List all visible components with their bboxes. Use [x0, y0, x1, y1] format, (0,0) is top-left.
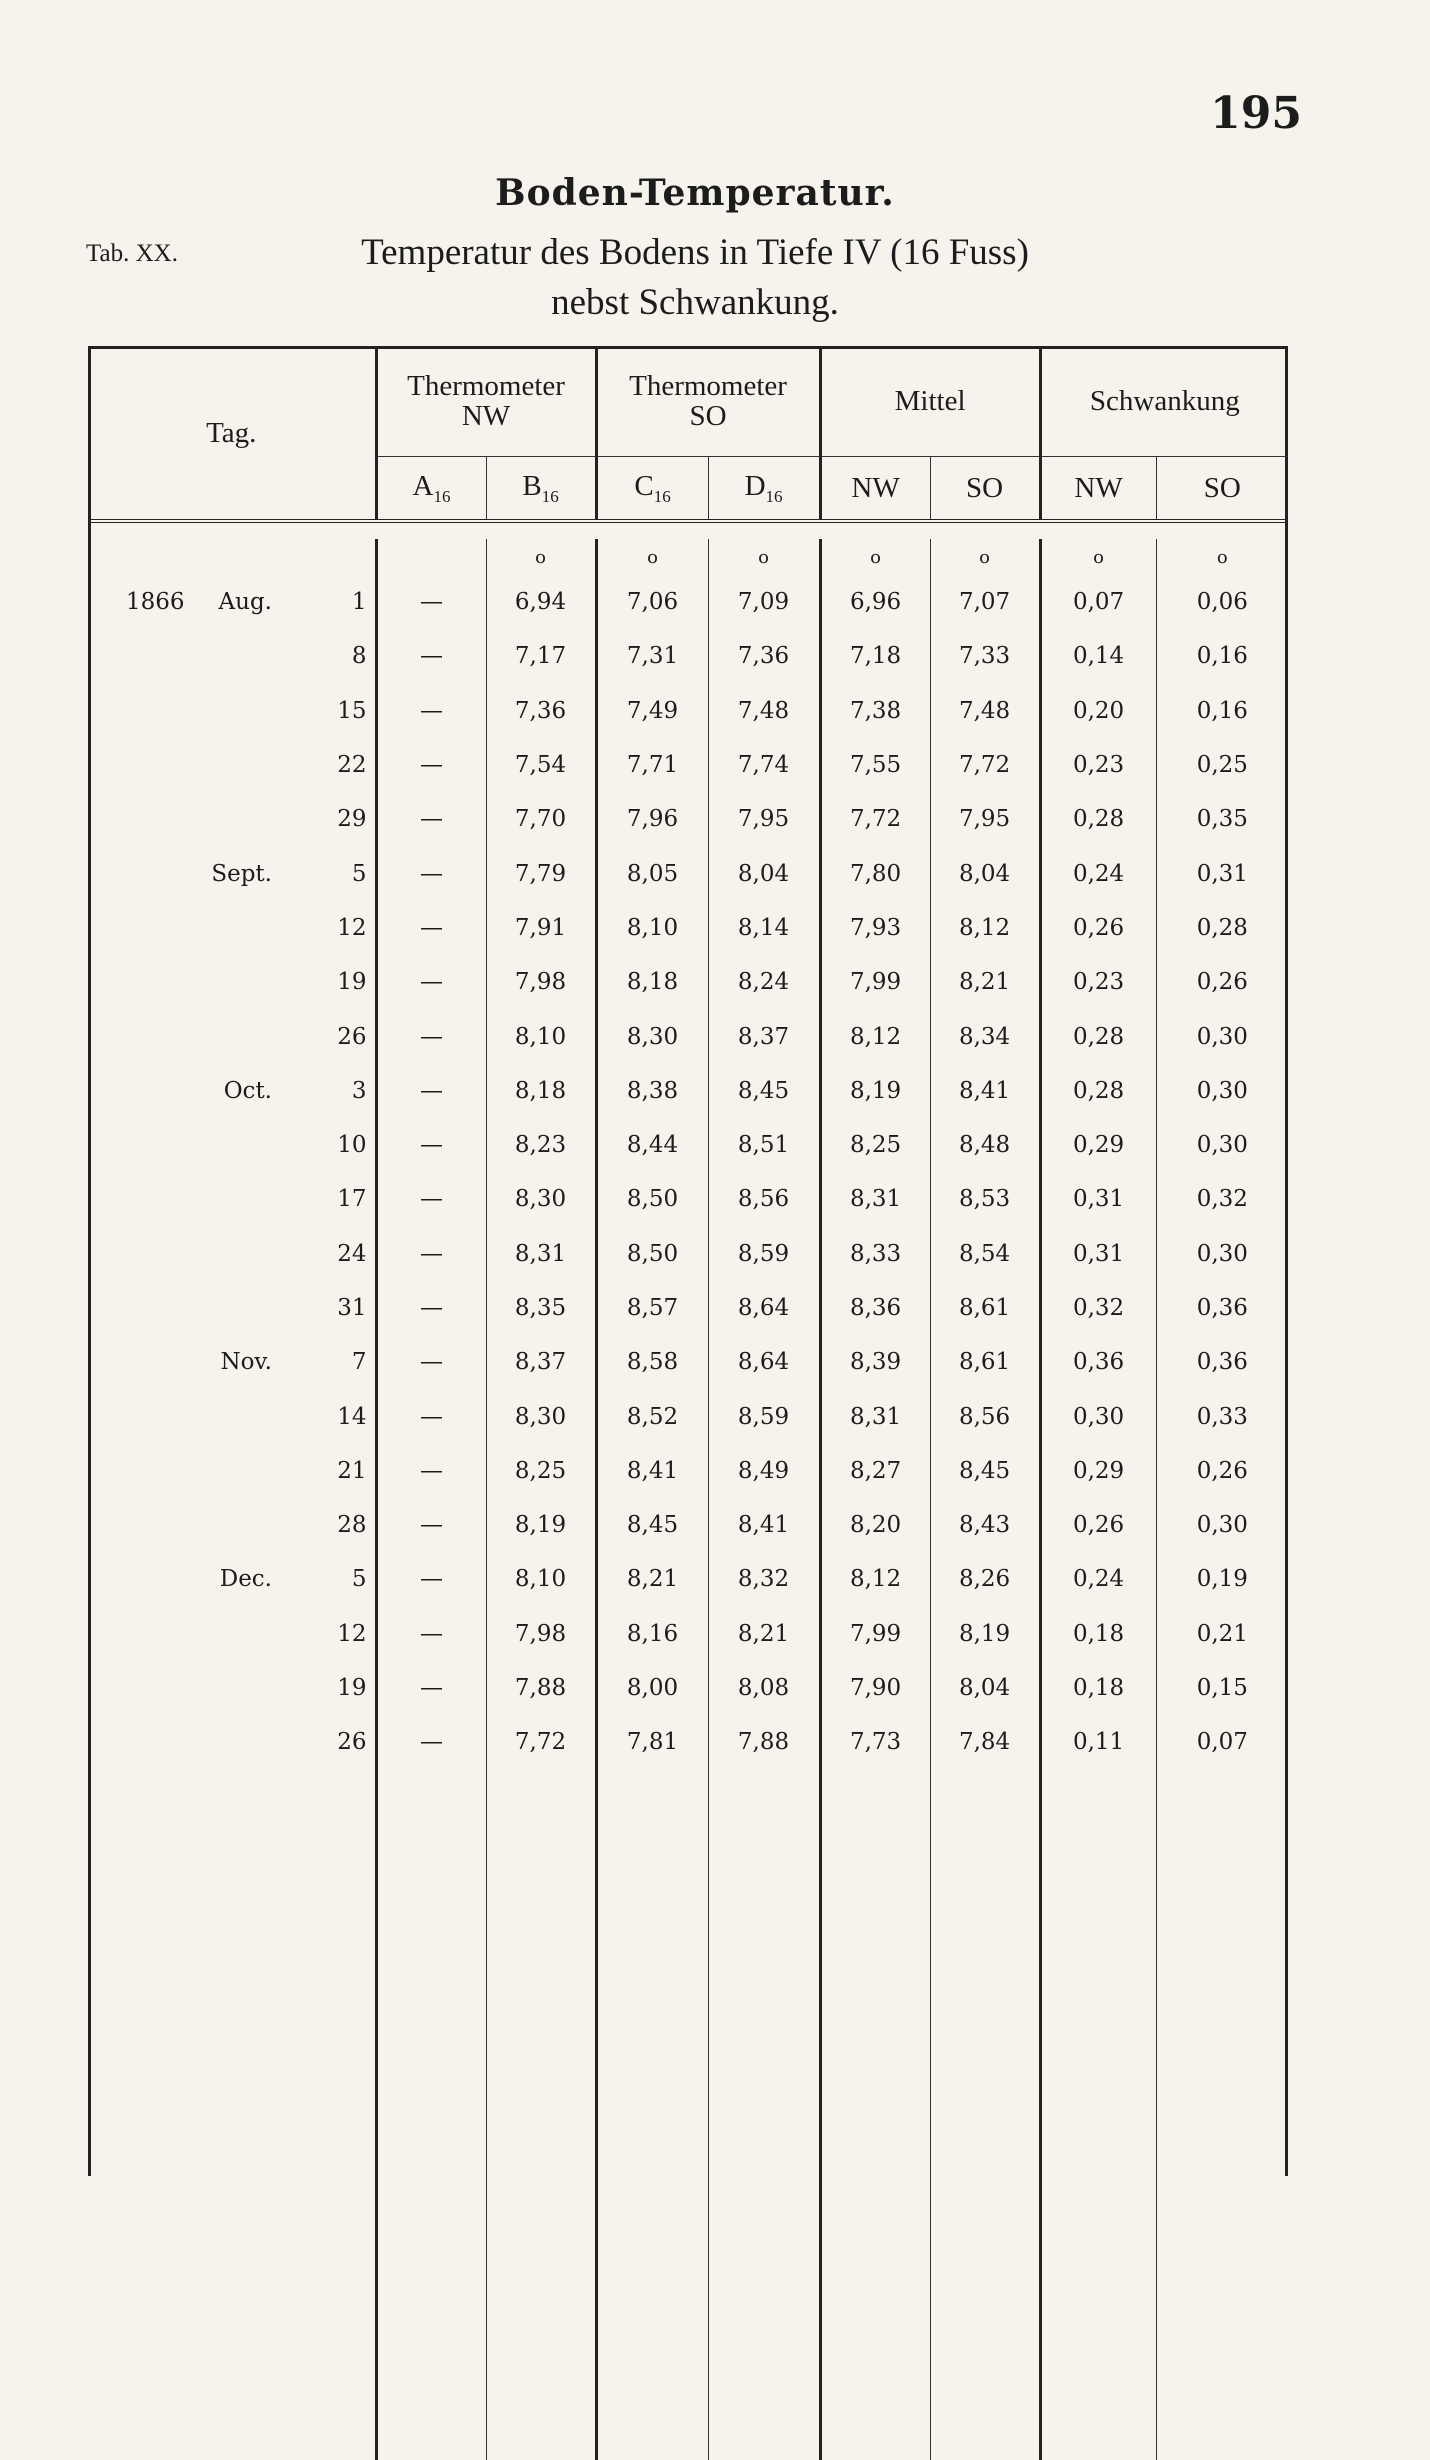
mittel-nw-cell: 7,80: [820, 846, 930, 900]
month-cell: Nov.: [220, 1349, 272, 1376]
schwankung-so-cell: 0,25: [1156, 738, 1288, 792]
day-cell: 5: [351, 860, 367, 887]
schwankung-so-cell: 0,06: [1156, 575, 1288, 629]
c16-cell: 8,41: [596, 1444, 708, 1498]
mittel-nw-cell: 8,20: [820, 1498, 930, 1552]
table-row: [88, 1661, 1288, 1715]
month-cell: [183, 1009, 278, 1063]
c16-cell: 8,50: [596, 1172, 708, 1226]
b16-cell: 8,23: [486, 1118, 596, 1172]
header-mittel: Mittel: [820, 346, 1040, 457]
mittel-so-cell: 8,61: [930, 1281, 1040, 1335]
header-thermometer-so-line1: Thermometer: [629, 370, 787, 402]
header-thermometer-nw-line2: NW: [461, 400, 511, 432]
schwankung-nw-cell: 0,26: [1040, 901, 1156, 955]
schwankung-nw-cell: 0,20: [1040, 684, 1156, 738]
header-thermometer-so: [596, 346, 820, 457]
d16-cell: 8,59: [708, 1227, 820, 1281]
table-row: [88, 1064, 1288, 1118]
b16-cell: 8,37: [486, 1335, 596, 1389]
mittel-nw-cell: 8,36: [820, 1281, 930, 1335]
day-cell: 24: [337, 1240, 367, 1267]
month-cell: [183, 1715, 278, 1769]
d16-cell: 8,51: [708, 1118, 820, 1172]
day-cell: 22: [337, 752, 367, 779]
mittel-so-cell: 8,53: [930, 1172, 1040, 1226]
schwankung-nw-cell: 0,29: [1040, 1444, 1156, 1498]
month-cell: [183, 738, 278, 792]
day-cell: 26: [337, 1023, 367, 1050]
table-row: [88, 1227, 1288, 1281]
month-cell: [183, 955, 278, 1009]
mittel-nw-cell: 8,39: [820, 1335, 930, 1389]
mittel-nw-cell: 8,31: [820, 1172, 930, 1226]
year-cell: [88, 901, 183, 955]
day-cell: 19: [337, 969, 367, 996]
day-cell: 10: [337, 1132, 367, 1159]
table-row: [88, 1281, 1288, 1335]
mittel-nw-cell: 8,25: [820, 1118, 930, 1172]
temperature-table: [88, 346, 1288, 2460]
schwankung-so-cell: 0,30: [1156, 1009, 1288, 1063]
year-cell: 1866: [126, 589, 185, 616]
d16-cell: 8,32: [708, 1552, 820, 1606]
month-cell: Dec.: [219, 1566, 272, 1593]
month-cell: [183, 1607, 278, 1661]
d16-cell: 7,88: [708, 1715, 820, 1769]
c16-cell: 8,10: [596, 901, 708, 955]
schwankung-so-cell: 0,33: [1156, 1389, 1288, 1443]
d16-cell: 8,41: [708, 1498, 820, 1552]
d16-cell: 7,48: [708, 684, 820, 738]
a16-cell: —: [376, 901, 486, 955]
mittel-nw-cell: 7,38: [820, 684, 930, 738]
year-cell: [88, 684, 183, 738]
a16-cell: —: [376, 1552, 486, 1606]
header-tag: Tag.: [206, 416, 257, 449]
day-cell: 26: [337, 1729, 367, 1756]
month-cell: [183, 1661, 278, 1715]
day-cell: 7: [351, 1349, 367, 1376]
mittel-so-cell: 8,04: [930, 846, 1040, 900]
day-cell: 12: [337, 914, 367, 941]
c16-cell: 8,58: [596, 1335, 708, 1389]
header-a16: $A_{16}$: [376, 457, 486, 522]
d16-cell: 7,95: [708, 792, 820, 846]
a16-cell: —: [376, 846, 486, 900]
year-cell: [88, 1552, 183, 1606]
mittel-nw-cell: 8,12: [820, 1009, 930, 1063]
degree-mark: o: [820, 539, 930, 575]
c16-cell: 8,57: [596, 1281, 708, 1335]
page-number: 195: [1210, 88, 1302, 139]
schwankung-so-cell: 0,19: [1156, 1552, 1288, 1606]
schwankung-nw-cell: 0,26: [1040, 1498, 1156, 1552]
a16-cell: —: [376, 1661, 486, 1715]
c16-cell: 7,71: [596, 738, 708, 792]
mittel-so-cell: 8,04: [930, 1661, 1040, 1715]
b16-cell: 7,36: [486, 684, 596, 738]
day-cell: 1: [351, 589, 367, 616]
mittel-nw-cell: 8,27: [820, 1444, 930, 1498]
mittel-nw-cell: 8,12: [820, 1552, 930, 1606]
degree-mark: o: [930, 539, 1040, 575]
table-row: [88, 1172, 1288, 1226]
schwankung-nw-cell: 0,18: [1040, 1661, 1156, 1715]
subtitle-line-2: nebst Schwankung.: [551, 282, 839, 323]
table-row: [88, 1335, 1288, 1389]
d16-cell: 8,21: [708, 1607, 820, 1661]
table-row: [88, 955, 1288, 1009]
a16-cell: —: [376, 1389, 486, 1443]
mittel-so-cell: 7,33: [930, 629, 1040, 683]
table-label: Tab. XX.: [86, 240, 178, 267]
month-cell: [183, 1444, 278, 1498]
a16-cell: —: [376, 1607, 486, 1661]
month-cell: [183, 901, 278, 955]
day-cell: 28: [337, 1512, 367, 1539]
a16-cell: —: [376, 1172, 486, 1226]
b16-cell: 7,98: [486, 955, 596, 1009]
b16-cell: 7,98: [486, 1607, 596, 1661]
c16-cell: 8,38: [596, 1064, 708, 1118]
a16-cell: —: [376, 629, 486, 683]
mittel-so-cell: 7,07: [930, 575, 1040, 629]
schwankung-nw-cell: 0,24: [1040, 846, 1156, 900]
month-cell: [183, 1118, 278, 1172]
schwankung-nw-cell: 0,30: [1040, 1389, 1156, 1443]
table-row: [88, 684, 1288, 738]
c16-cell: 7,81: [596, 1715, 708, 1769]
schwankung-nw-cell: 0,14: [1040, 629, 1156, 683]
mittel-nw-cell: 7,93: [820, 901, 930, 955]
year-cell: [88, 1335, 183, 1389]
d16-cell: 8,08: [708, 1661, 820, 1715]
schwankung-so-cell: 0,21: [1156, 1607, 1288, 1661]
table-row: [88, 1552, 1288, 1606]
d16-cell: 8,14: [708, 901, 820, 955]
mittel-nw-cell: 7,90: [820, 1661, 930, 1715]
header-schwankung: Schwankung: [1040, 346, 1288, 457]
table-row: [88, 1715, 1288, 1769]
day-cell: 31: [337, 1295, 367, 1321]
table-row: [88, 1009, 1288, 1063]
c16-cell: 7,06: [596, 575, 708, 629]
subtitle-line-1: Temperatur des Bodens in Tiefe IV (16 Fuss): [361, 232, 1029, 273]
header-schwankung-so: SO: [1156, 457, 1288, 522]
schwankung-so-cell: 0,32: [1156, 1172, 1288, 1226]
schwankung-so-cell: 0,30: [1156, 1498, 1288, 1552]
mittel-so-cell: 8,19: [930, 1607, 1040, 1661]
a16-cell: —: [376, 955, 486, 1009]
c16-cell: 8,44: [596, 1118, 708, 1172]
d16-cell: 8,04: [708, 846, 820, 900]
day-cell: 19: [337, 1675, 367, 1702]
c16-cell: 8,16: [596, 1607, 708, 1661]
header-d16: $D_{16}$: [708, 457, 820, 522]
mittel-so-cell: 8,45: [930, 1444, 1040, 1498]
schwankung-nw-cell: 0,31: [1040, 1227, 1156, 1281]
mittel-nw-cell: 8,31: [820, 1389, 930, 1443]
c16-cell: 8,52: [596, 1389, 708, 1443]
table-row: [88, 1118, 1288, 1172]
c16-cell: 7,96: [596, 792, 708, 846]
table-row: [88, 575, 1288, 629]
d16-cell: 8,37: [708, 1009, 820, 1063]
mittel-nw-cell: 7,72: [820, 792, 930, 846]
schwankung-nw-cell: 0,29: [1040, 1118, 1156, 1172]
mittel-so-cell: 8,61: [930, 1335, 1040, 1389]
year-cell: [88, 1444, 183, 1498]
d16-cell: 7,09: [708, 575, 820, 629]
schwankung-nw-cell: 0,36: [1040, 1335, 1156, 1389]
b16-cell: 7,17: [486, 629, 596, 683]
b16-cell: 7,91: [486, 901, 596, 955]
year-cell: [88, 1064, 183, 1118]
mittel-so-cell: 7,48: [930, 684, 1040, 738]
header-mittel-so: SO: [930, 457, 1040, 522]
table-row: [88, 1498, 1288, 1552]
year-cell: [88, 1009, 183, 1063]
year-cell: [88, 1118, 183, 1172]
c16-cell: 8,00: [596, 1661, 708, 1715]
a16-cell: —: [376, 1118, 486, 1172]
c16-cell: 8,50: [596, 1227, 708, 1281]
mittel-so-cell: 8,41: [930, 1064, 1040, 1118]
schwankung-nw-cell: 0,31: [1040, 1172, 1156, 1226]
table-body: [88, 575, 1288, 2460]
b16-cell: 8,19: [486, 1498, 596, 1552]
header-schwankung-nw: NW: [1040, 457, 1156, 522]
page-title: Boden-Temperatur.: [495, 172, 895, 214]
table-row: [88, 901, 1288, 955]
a16-cell: —: [376, 684, 486, 738]
schwankung-so-cell: 0,16: [1156, 684, 1288, 738]
mittel-nw-cell: 7,73: [820, 1715, 930, 1769]
a16-cell: —: [376, 1281, 486, 1335]
table-row: [88, 1444, 1288, 1498]
degree-row: [88, 539, 1288, 575]
d16-cell: 8,49: [708, 1444, 820, 1498]
year-cell: [88, 1715, 183, 1769]
year-cell: [88, 1172, 183, 1226]
mittel-so-cell: 8,21: [930, 955, 1040, 1009]
day-cell: 15: [337, 697, 367, 724]
c16-cell: 8,21: [596, 1552, 708, 1606]
d16-cell: 8,45: [708, 1064, 820, 1118]
a16-cell: —: [376, 1335, 486, 1389]
schwankung-so-cell: 0,26: [1156, 955, 1288, 1009]
year-cell: [88, 955, 183, 1009]
degree-mark: o: [596, 539, 708, 575]
schwankung-so-cell: 0,36: [1156, 1281, 1288, 1335]
month-cell: Aug.: [218, 589, 272, 616]
mittel-so-cell: 8,26: [930, 1552, 1040, 1606]
degree-mark: o: [1156, 539, 1288, 575]
mittel-so-cell: 7,84: [930, 1715, 1040, 1769]
mittel-nw-cell: 8,19: [820, 1064, 930, 1118]
b16-cell: 8,10: [486, 1009, 596, 1063]
month-cell: [183, 629, 278, 683]
a16-cell: —: [376, 575, 486, 629]
day-cell: 14: [337, 1403, 367, 1430]
year-cell: [88, 1498, 183, 1552]
schwankung-nw-cell: 0,28: [1040, 792, 1156, 846]
month-cell: Oct.: [223, 1077, 272, 1104]
schwankung-so-cell: 0,35: [1156, 792, 1288, 846]
b16-cell: 7,79: [486, 846, 596, 900]
mittel-so-cell: 8,12: [930, 901, 1040, 955]
day-cell: 21: [337, 1457, 367, 1484]
b16-cell: 6,94: [486, 575, 596, 629]
mittel-nw-cell: 8,33: [820, 1227, 930, 1281]
month-cell: [183, 1281, 278, 1335]
schwankung-so-cell: 0,28: [1156, 901, 1288, 955]
b16-cell: 8,30: [486, 1172, 596, 1226]
a16-cell: —: [376, 738, 486, 792]
c16-cell: 8,05: [596, 846, 708, 900]
schwankung-nw-cell: 0,23: [1040, 738, 1156, 792]
schwankung-so-cell: 0,07: [1156, 1715, 1288, 1769]
table-row: [88, 629, 1288, 683]
d16-cell: 7,36: [708, 629, 820, 683]
mittel-nw-cell: 7,99: [820, 955, 930, 1009]
table-filler: [88, 1770, 1288, 2460]
d16-cell: 7,74: [708, 738, 820, 792]
schwankung-so-cell: 0,30: [1156, 1064, 1288, 1118]
schwankung-so-cell: 0,30: [1156, 1118, 1288, 1172]
year-cell: [88, 1607, 183, 1661]
b16-cell: 8,35: [486, 1281, 596, 1335]
mittel-nw-cell: 7,99: [820, 1607, 930, 1661]
b16-cell: 8,10: [486, 1552, 596, 1606]
mittel-so-cell: 8,56: [930, 1389, 1040, 1443]
day-cell: 29: [337, 806, 367, 833]
month-cell: [183, 792, 278, 846]
mittel-so-cell: 8,43: [930, 1498, 1040, 1552]
d16-cell: 8,59: [708, 1389, 820, 1443]
schwankung-so-cell: 0,31: [1156, 846, 1288, 900]
a16-cell: —: [376, 1064, 486, 1118]
month-cell: [183, 1227, 278, 1281]
day-cell: 5: [351, 1566, 367, 1593]
c16-cell: 8,18: [596, 955, 708, 1009]
day-cell: 3: [351, 1077, 367, 1104]
d16-cell: 8,64: [708, 1335, 820, 1389]
a16-cell: —: [376, 1444, 486, 1498]
mittel-so-cell: 8,34: [930, 1009, 1040, 1063]
b16-cell: 8,30: [486, 1389, 596, 1443]
d16-cell: 8,24: [708, 955, 820, 1009]
header-mittel-nw: NW: [820, 457, 930, 522]
year-cell: [88, 1227, 183, 1281]
header-c16: $C_{16}$: [596, 457, 708, 522]
a16-cell: —: [376, 1715, 486, 1769]
a16-cell: —: [376, 1009, 486, 1063]
b16-cell: 7,70: [486, 792, 596, 846]
schwankung-nw-cell: 0,23: [1040, 955, 1156, 1009]
month-cell: [183, 684, 278, 738]
year-cell: [88, 738, 183, 792]
degree-mark: o: [1040, 539, 1156, 575]
schwankung-so-cell: 0,26: [1156, 1444, 1288, 1498]
b16-cell: 7,54: [486, 738, 596, 792]
b16-cell: 8,25: [486, 1444, 596, 1498]
mittel-nw-cell: 6,96: [820, 575, 930, 629]
mittel-so-cell: 8,54: [930, 1227, 1040, 1281]
c16-cell: 8,45: [596, 1498, 708, 1552]
degree-mark: o: [708, 539, 820, 575]
schwankung-nw-cell: 0,28: [1040, 1009, 1156, 1063]
degree-mark: o: [486, 539, 596, 575]
mittel-so-cell: 7,72: [930, 738, 1040, 792]
header-b16: $B_{16}$: [486, 457, 596, 522]
a16-cell: —: [376, 1498, 486, 1552]
schwankung-nw-cell: 0,32: [1040, 1281, 1156, 1335]
schwankung-nw-cell: 0,11: [1040, 1715, 1156, 1769]
month-cell: [183, 1498, 278, 1552]
month-cell: [183, 1389, 278, 1443]
year-cell: [88, 1389, 183, 1443]
mittel-nw-cell: 7,55: [820, 738, 930, 792]
c16-cell: 7,31: [596, 629, 708, 683]
table-row: [88, 1607, 1288, 1661]
header-thermometer-so-line2: SO: [689, 400, 727, 432]
b16-cell: 7,88: [486, 1661, 596, 1715]
schwankung-nw-cell: 0,18: [1040, 1607, 1156, 1661]
year-cell: [88, 792, 183, 846]
c16-cell: 7,49: [596, 684, 708, 738]
day-cell: 8: [351, 643, 367, 670]
schwankung-so-cell: 0,16: [1156, 629, 1288, 683]
year-cell: [88, 1661, 183, 1715]
schwankung-so-cell: 0,30: [1156, 1227, 1288, 1281]
table-row: [88, 1389, 1288, 1443]
a16-cell: —: [376, 792, 486, 846]
month-cell: [183, 1172, 278, 1226]
table-row: [88, 792, 1288, 846]
year-cell: [88, 846, 183, 900]
mittel-so-cell: 7,95: [930, 792, 1040, 846]
month-cell: Sept.: [211, 860, 272, 887]
table-subtitle: [0, 228, 1390, 328]
schwankung-so-cell: 0,15: [1156, 1661, 1288, 1715]
schwankung-nw-cell: 0,24: [1040, 1552, 1156, 1606]
a16-cell: —: [376, 1227, 486, 1281]
schwankung-nw-cell: 0,28: [1040, 1064, 1156, 1118]
d16-cell: 8,64: [708, 1281, 820, 1335]
day-cell: 12: [337, 1620, 367, 1647]
day-cell: 17: [337, 1186, 367, 1213]
b16-cell: 8,31: [486, 1227, 596, 1281]
d16-cell: 8,56: [708, 1172, 820, 1226]
header-thermometer-nw-line1: Thermometer: [407, 370, 565, 402]
table-row: [88, 846, 1288, 900]
year-cell: [88, 629, 183, 683]
table-row: [88, 738, 1288, 792]
year-cell: [88, 1281, 183, 1335]
schwankung-so-cell: 0,36: [1156, 1335, 1288, 1389]
mittel-so-cell: 8,48: [930, 1118, 1040, 1172]
header-thermometer-nw: [376, 346, 596, 457]
mittel-nw-cell: 7,18: [820, 629, 930, 683]
schwankung-nw-cell: 0,07: [1040, 575, 1156, 629]
b16-cell: 7,72: [486, 1715, 596, 1769]
c16-cell: 8,30: [596, 1009, 708, 1063]
b16-cell: 8,18: [486, 1064, 596, 1118]
